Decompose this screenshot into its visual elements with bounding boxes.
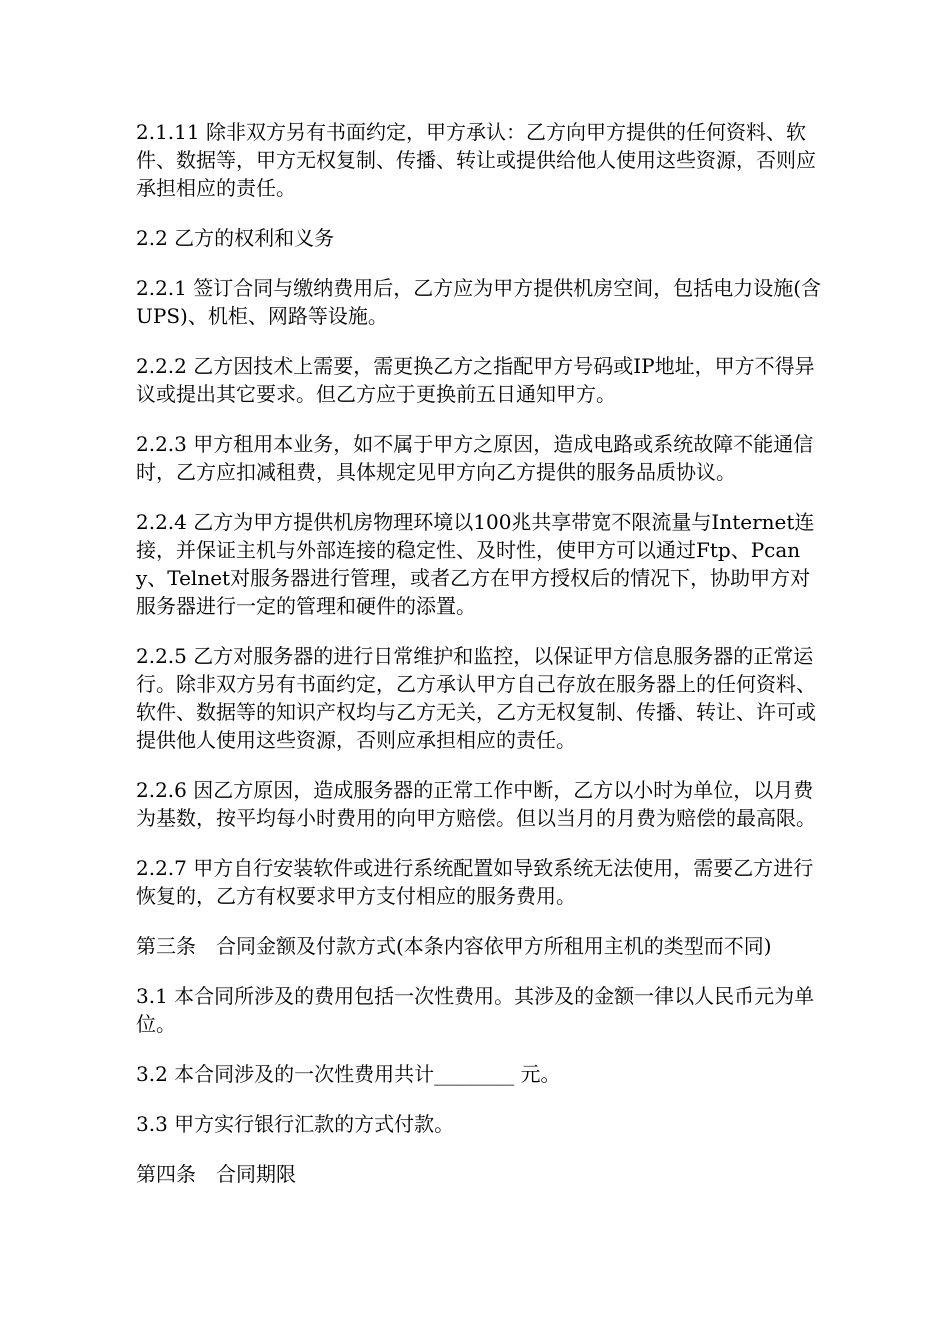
clause-2-2-7: 2.2.7 甲方自行安装软件或进行系统配置如导致系统无法使用，需要乙方进行恢复的，乙方有权要求甲方支付相应的服务费用。 bbox=[136, 856, 814, 908]
clause-2-2-5: 2.2.5 乙方对服务器的进行日常维护和监控，以保证甲方信息服务器的正常运行。除非双方另有书面约定，乙方承认甲方自己存放在服务器上的任何资料、软件、数据等的知识产权均与乙方无关，乙方无权复制、传播、转让、许可或提供他人使用这些资源，否则应承担相应的责任。 bbox=[136, 644, 816, 752]
article-4-heading: 第四条 合同期限 bbox=[136, 1162, 296, 1186]
clause-2-2-6: 2.2.6 因乙方原因，造成服务器的正常工作中断，乙方以小时为单位，以月费为基数，按平均每小时费用的向甲方赔偿。但以当月的月费为赔偿的最高限。 bbox=[136, 778, 816, 830]
document-page bbox=[136, 118, 826, 1210]
clause-3-3: 3.3 甲方实行银行汇款的方式付款。 bbox=[136, 1112, 455, 1136]
clause-2-2-3: 2.2.3 甲方租用本业务，如不属于甲方之原因，造成电路或系统故障不能通信时，乙方应扣减租费，具体规定见甲方向乙方提供的服务品质协议。 bbox=[136, 432, 814, 484]
clause-2-1-11: 2.1.11 除非双方另有书面约定，甲方承认：乙方向甲方提供的任何资料、软件、数据等，甲方无权复制、传播、转让或提供给他人使用这些资源，否则应承担相应的责任。 bbox=[136, 120, 816, 200]
clause-3-1: 3.1 本合同所涉及的费用包括一次性费用。其涉及的金额一律以人民币元为单位。 bbox=[136, 984, 815, 1036]
clause-2-2-1: 2.2.1 签订合同与缴纳费用后，乙方应为甲方提供机房空间，包括电力设施(含UPS)、机柜、网路等设施。 bbox=[136, 276, 822, 328]
section-2-2-heading: 2.2 乙方的权利和义务 bbox=[136, 226, 335, 250]
clause-2-2-4: 2.2.4 乙方为甲方提供机房物理环境以100兆共享带宽不限流量与Internet连接，并保证主机与外部连接的稳定性、及时性，使甲方可以通过Ftp、Pcany、Telnet对服务器进行管理，或者乙方在甲方授权后的情况下，协助甲方对服务器进行一定的管理和硬件的添置。 bbox=[136, 510, 815, 618]
clause-3-2: 3.2 本合同涉及的一次性费用共计________ 元。 bbox=[136, 1062, 561, 1086]
clause-2-2-2: 2.2.2 乙方因技术上需要，需更换乙方之指配甲方号码或IP地址，甲方不得异议或提出其它要求。但乙方应于更换前五日通知甲方。 bbox=[136, 354, 815, 406]
article-3-heading: 第三条 合同金额及付款方式(本条内容依甲方所租用主机的类型而不同) bbox=[136, 934, 772, 958]
